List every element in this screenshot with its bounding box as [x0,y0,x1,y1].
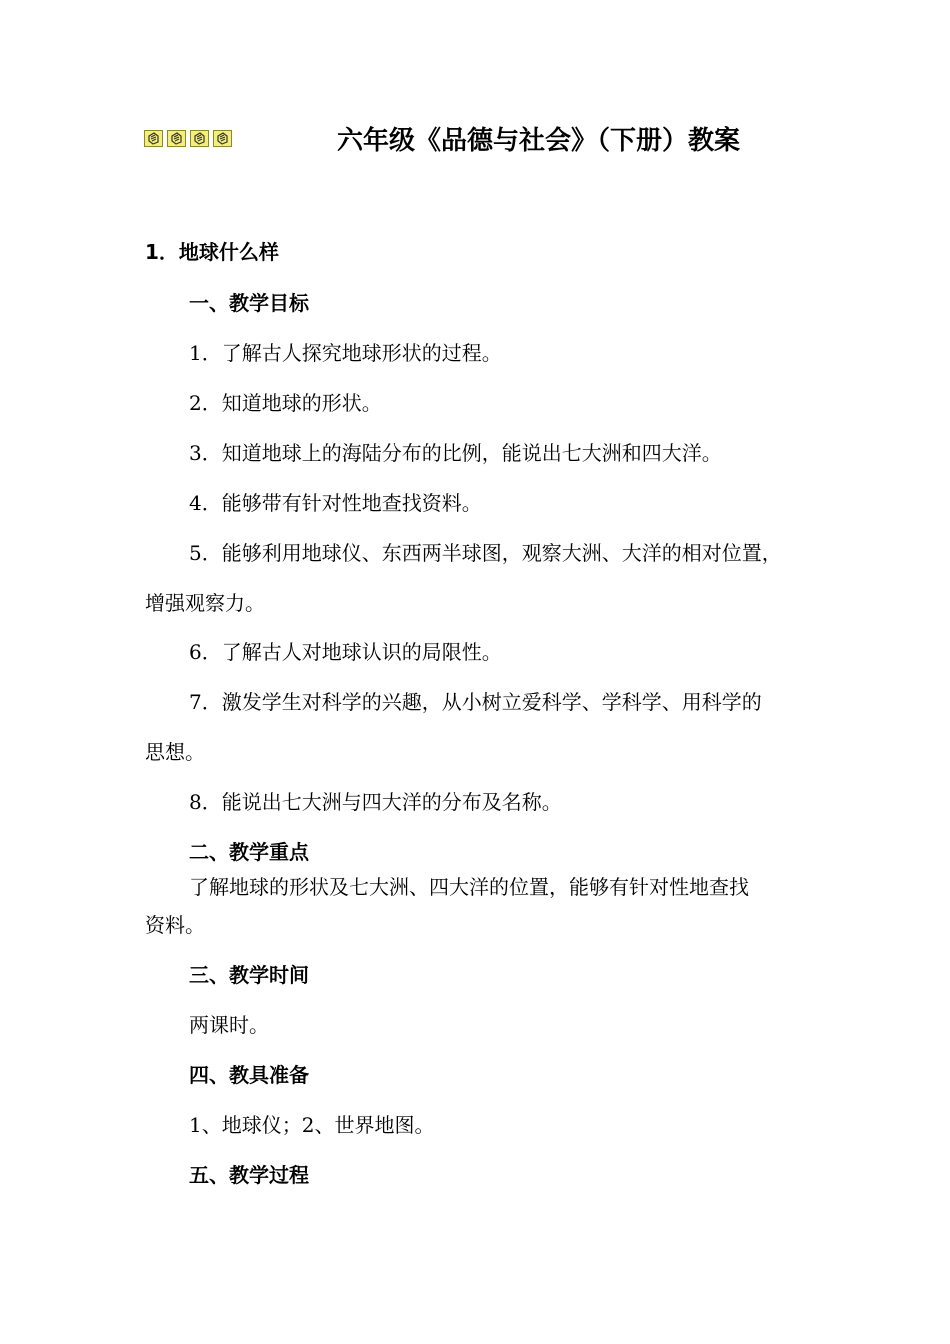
book-icon [167,130,186,147]
goal-item-2: 2．知道地球的形状。 [189,391,382,415]
book-icon [190,130,209,147]
goal-item-5: 5．能够利用地球仪、东西两半球图，观察大洲、大洋的相对位置， [189,541,782,565]
goal-item-7-continued: 思想。 [145,740,205,764]
book-icon [213,130,232,147]
goals-heading: 一、教学目标 [189,291,309,315]
goal-item-4: 4．能够带有针对性地查找资料。 [189,491,482,515]
process-heading: 五、教学过程 [189,1163,309,1187]
time-text: 两课时。 [189,1013,269,1037]
document-title: 六年级《品德与社会》（下册）教案 [337,126,741,156]
goal-item-1: 1．了解古人探究地球形状的过程。 [189,341,502,365]
time-heading: 三、教学时间 [189,963,309,987]
book-icon [144,130,163,147]
goal-item-8: 8．能说出七大洲与四大洋的分布及名称。 [189,790,562,814]
tools-heading: 四、教具准备 [189,1063,309,1087]
tools-text: 1、地球仪；2、世界地图。 [189,1113,435,1137]
focus-text-line-1: 了解地球的形状及七大洲、四大洋的位置，能够有针对性地查找 [189,875,749,899]
goal-item-6: 6．了解古人对地球认识的局限性。 [189,640,502,664]
goal-item-7: 7．激发学生对科学的兴趣，从小树立爱科学、学科学、用科学的 [189,690,762,714]
goal-item-3: 3．知道地球上的海陆分布的比例，能说出七大洲和四大洋。 [189,441,722,465]
focus-heading: 二、教学重点 [189,840,309,864]
goal-item-5-continued: 增强观察力。 [145,591,265,615]
focus-text-line-2: 资料。 [145,913,205,937]
document-header [144,118,824,162]
lesson-heading: 1．地球什么样 [145,240,279,264]
decoration-icons [144,130,232,147]
